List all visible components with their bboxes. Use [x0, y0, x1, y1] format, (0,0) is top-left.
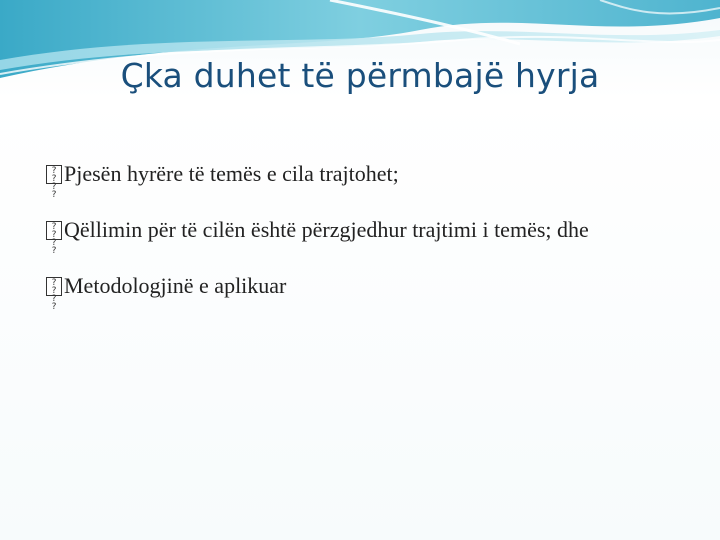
bullet-text: Qëllimin për të cilën është përzgjedhur trajtimi i temës; dhe	[64, 217, 589, 242]
bullet-text: Metodologjinë e aplikuar	[64, 273, 287, 298]
bullet-item	[46, 272, 666, 300]
bullet-item	[46, 160, 666, 188]
missing-glyph-bullet-icon	[46, 221, 62, 240]
missing-glyph-bullet-icon	[46, 165, 62, 184]
missing-glyph-bullet-icon	[46, 277, 62, 296]
bullet-item	[46, 216, 666, 244]
bullet-list	[46, 160, 666, 328]
slide-title: Çka duhet të përmbajë hyrja	[120, 56, 600, 95]
bullet-text: Pjesën hyrëre të temës e cila trajtohet;	[64, 161, 399, 186]
